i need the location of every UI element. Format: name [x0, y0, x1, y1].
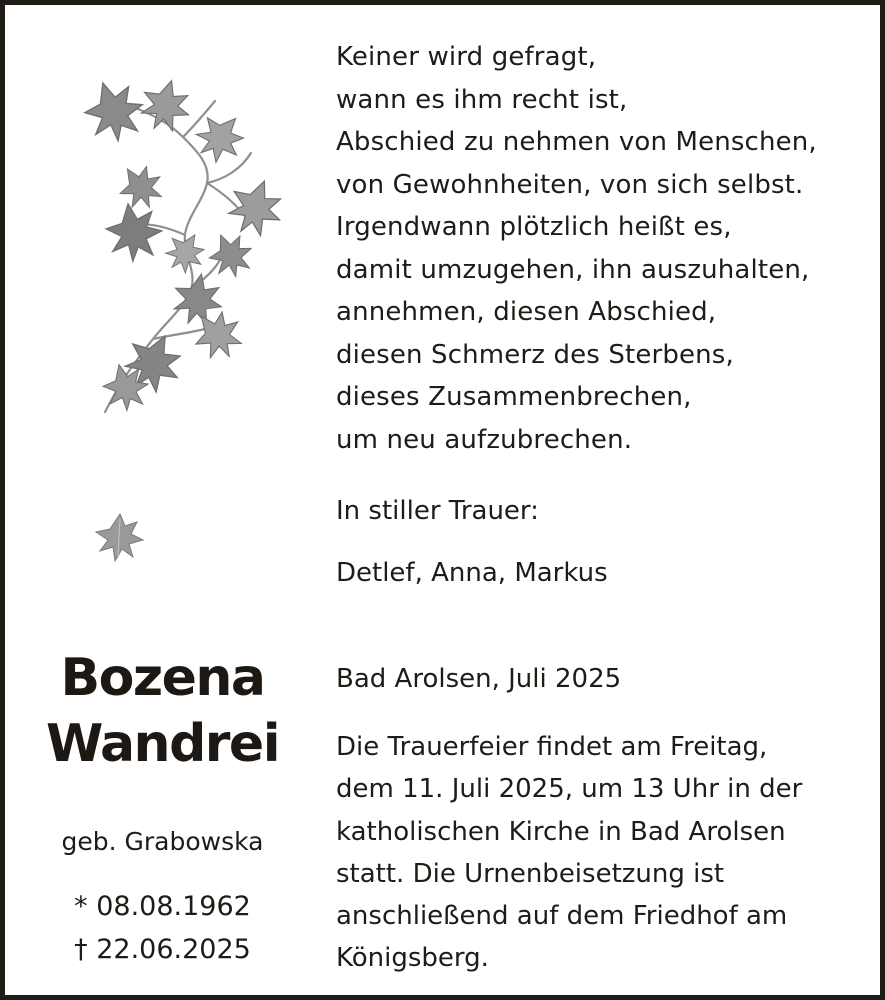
poem-line: dieses Zusammenbrechen,	[336, 382, 692, 412]
deceased-name	[25, 645, 300, 777]
death-date: † 22.06.2025	[74, 934, 251, 965]
ivy-branch-icon	[65, 77, 295, 427]
family-names: Detlef, Anna, Markus	[336, 558, 608, 588]
poem-line: um neu aufzubrechen.	[336, 424, 633, 455]
poem-line: damit umzugehen, ihn auszuhalten,	[336, 254, 810, 285]
deceased-last-name: Wandrei	[45, 714, 280, 774]
birth-name: geb. Grabowska	[61, 827, 264, 856]
poem-line: annehmen, diesen Abschied,	[336, 297, 717, 327]
service-line: statt. Die Urnenbeisetzung ist	[336, 858, 725, 889]
poem-line: Abschied zu nehmen von Menschen,	[336, 127, 817, 157]
service-line: Die Trauerfeier findet am Freitag,	[336, 732, 768, 762]
service-line: anschließend auf dem Friedhof am	[336, 901, 788, 932]
poem-line: wann es ihm recht ist,	[336, 84, 628, 115]
poem-line: von Gewohnheiten, von sich selbst.	[336, 169, 804, 200]
poem-line: diesen Schmerz des Sterbens,	[336, 339, 734, 370]
poem-line: Keiner wird gefragt,	[336, 42, 597, 72]
place-date: Bad Arolsen, Juli 2025	[336, 664, 622, 694]
poem	[336, 36, 871, 461]
life-dates	[25, 885, 300, 971]
service-line: Königsberg.	[336, 943, 489, 974]
funeral-service-notice	[336, 726, 871, 980]
mourning-label: In stiller Trauer:	[336, 496, 539, 526]
service-line: dem 11. Juli 2025, um 13 Uhr in der	[336, 774, 803, 805]
deceased-first-name: Bozena	[60, 648, 265, 708]
poem-line: Irgendwann plötzlich heißt es,	[336, 212, 732, 242]
birth-date: * 08.08.1962	[74, 891, 251, 922]
service-line: katholischen Kirche in Bad Arolsen	[336, 816, 786, 847]
ivy-leaf-icon	[91, 510, 149, 565]
